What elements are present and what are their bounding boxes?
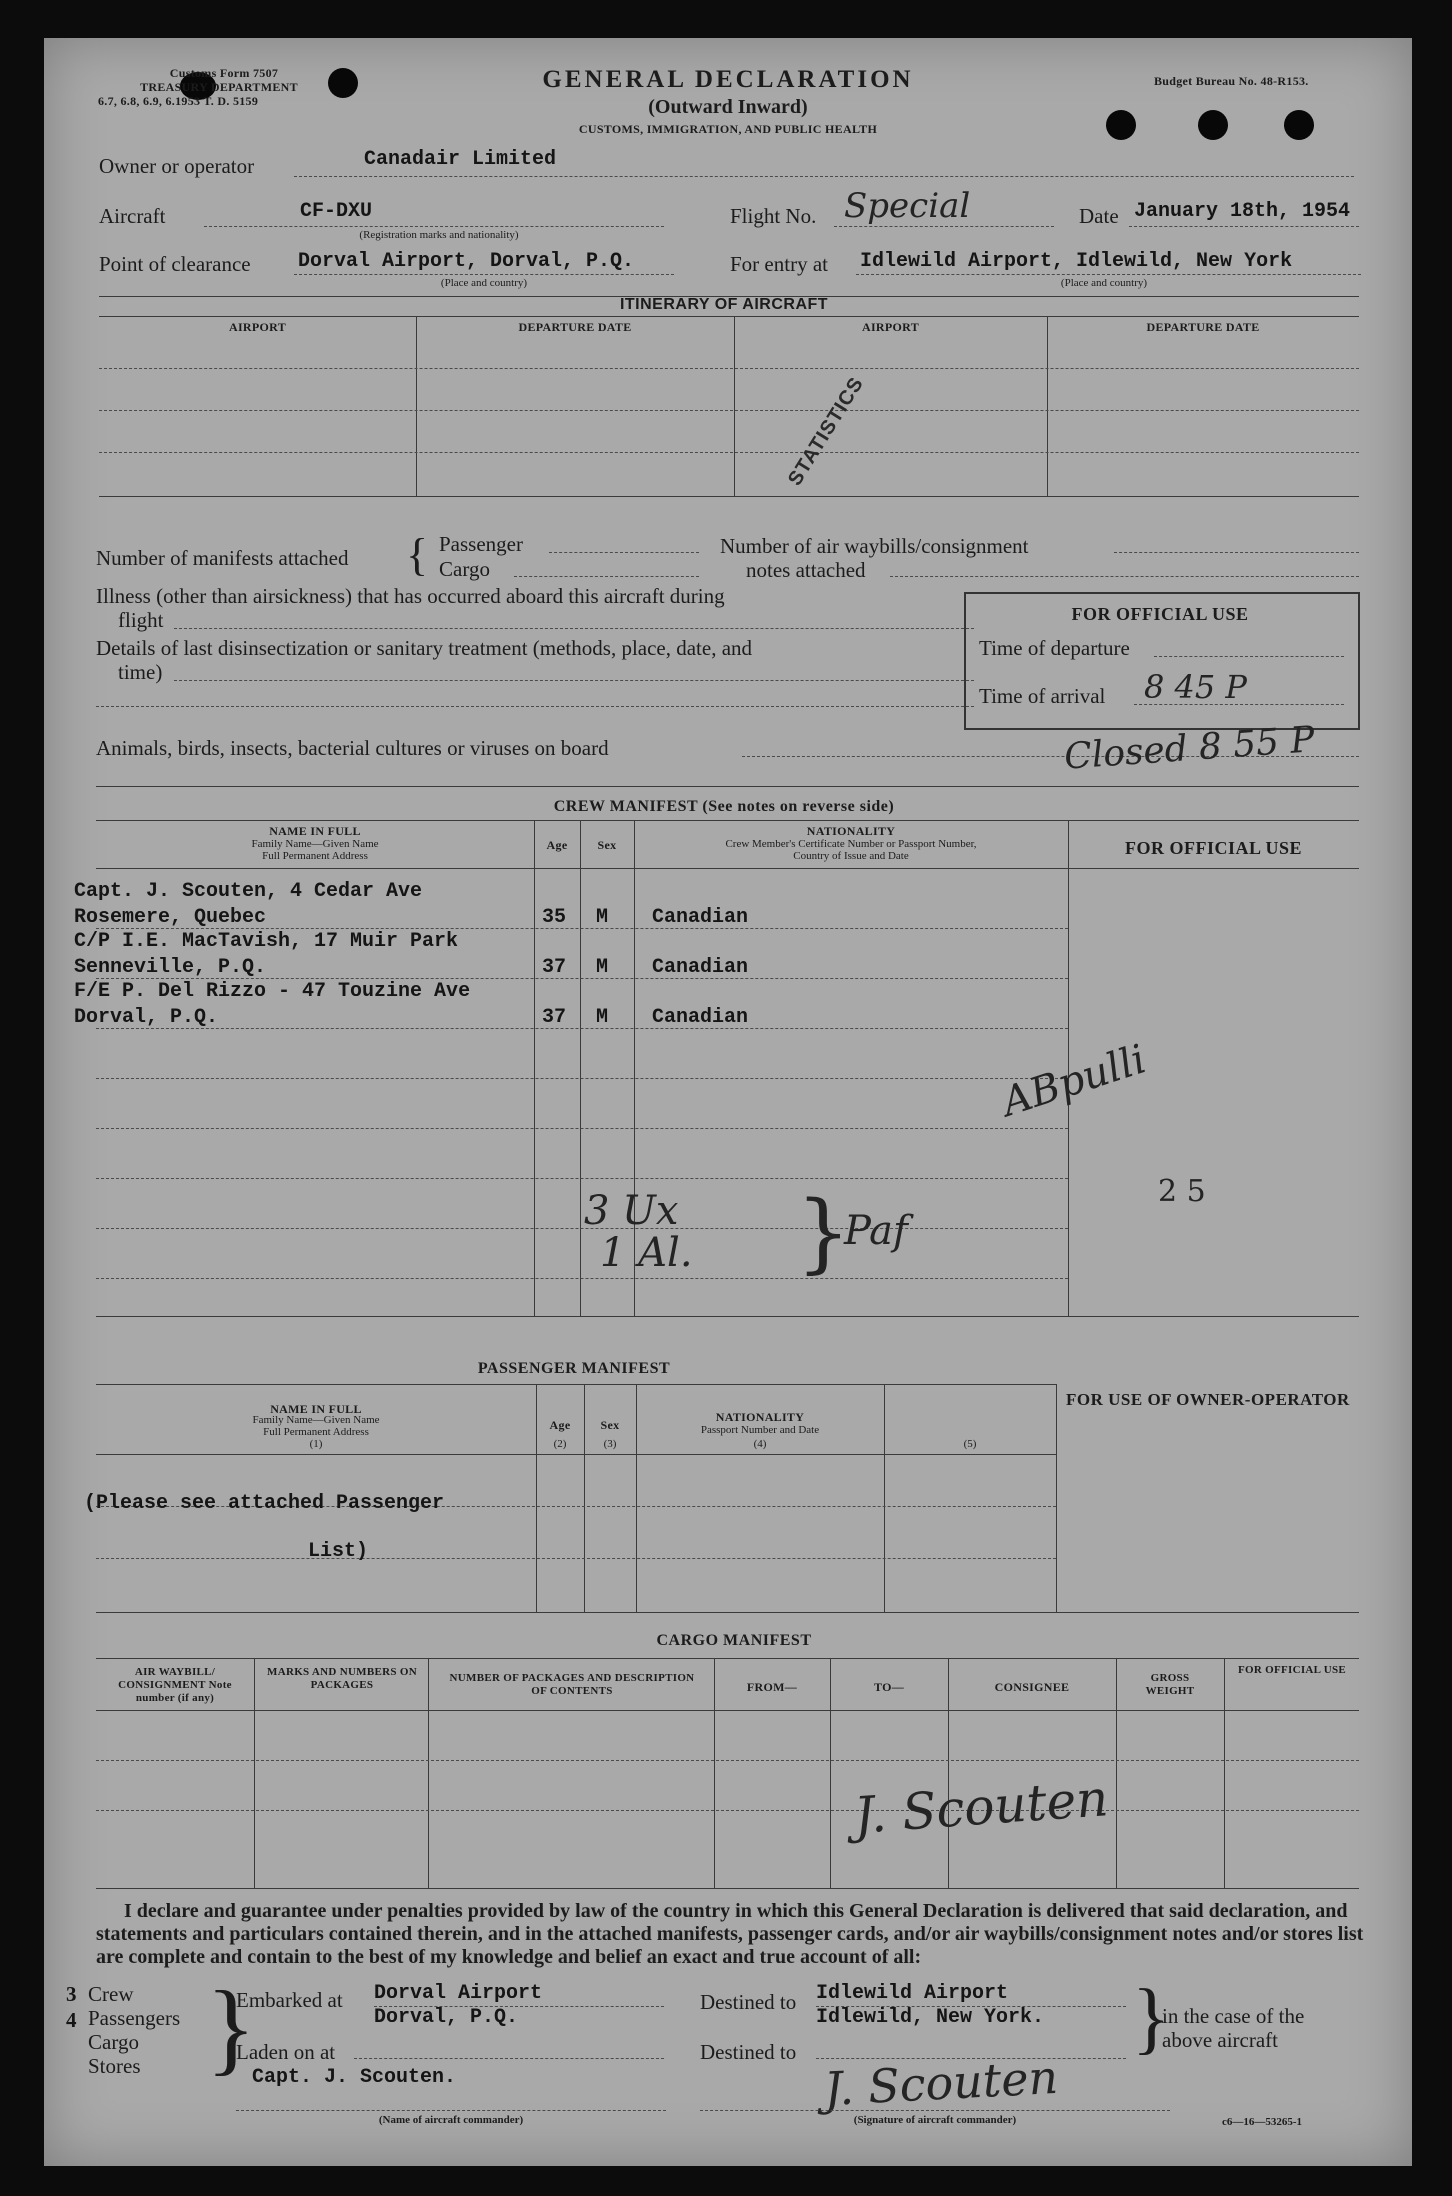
form-number: Customs Form 7507 — [169, 66, 279, 80]
itinerary-title: ITINERARY OF AIRCRAFT — [619, 296, 829, 313]
passenger-col-nationality-sub: Passport Number and Date — [700, 1424, 820, 1436]
manifests-cargo: Cargo — [439, 557, 490, 581]
embarked-value-2: Dorval, P.Q. — [374, 2006, 519, 2029]
passenger-title: PASSENGER MANIFEST — [477, 1360, 671, 1377]
crew-title: CREW MANIFEST (See notes on reverse side) — [553, 798, 895, 815]
cargo-title: CARGO MANIFEST — [656, 1632, 812, 1649]
passenger-col-owner: FOR USE OF OWNER-OPERATOR — [1066, 1390, 1350, 1409]
arrival-value: 8 45 P — [1144, 668, 1247, 706]
passenger-col-name: NAME IN FULL — [270, 1402, 362, 1416]
crew-col-official: FOR OFFICIAL USE — [1124, 838, 1303, 858]
official-use-title: FOR OFFICIAL USE — [1071, 604, 1249, 624]
manifests-passenger: Passenger — [439, 532, 523, 556]
crew-col-nationality-sub: Crew Member's Certificate Number or Passport Number, — [725, 838, 977, 850]
crew-row-3-line-1: F/E P. Del Rizzo - 47 Touzine Ave — [74, 980, 471, 1003]
embarked-value-1: Dorval Airport — [374, 1982, 543, 2005]
crew-row-1-line-1: Capt. J. Scouten, 4 Cedar Ave — [74, 880, 423, 903]
declaration-text: I declare and guarantee under penalties provided by law of the country in which this General Declaration is delivered that said declaration, and statements and particulars contained therein, and in the attached manifests, passenger cards, and/or air waybills/consignment notes and/or stores list are complete and contain to the best of my knowledge and belief an exact and true account of all: — [96, 1900, 1364, 1968]
crew-row-2-line-1: C/P I.E. MacTavish, 17 Muir Park — [74, 930, 459, 953]
punch-hole — [328, 68, 358, 98]
crew-row-2-line-2: Senneville, P.Q. — [74, 956, 267, 979]
crew-row-2-nationality: Canadian — [652, 956, 749, 979]
form-title: GENERAL DECLARATION — [542, 66, 914, 93]
crew-col-nationality-country: Country of Issue and Date — [793, 850, 909, 862]
manifests-label: Number of manifests attached — [96, 546, 349, 570]
punch-hole — [1198, 110, 1228, 140]
form-subtitle: (Outward Inward) — [648, 96, 808, 118]
crew-initials: ABpulli — [996, 1036, 1152, 1126]
punch-hole — [1284, 110, 1314, 140]
disinsect-line-1: Details of last disinsectization or sanitary treatment (methods, place, date, and — [96, 636, 753, 660]
declaration-item-crew: Crew — [88, 1982, 134, 2006]
declaration-sheet — [44, 38, 1412, 2166]
aircraft-label: Aircraft — [99, 204, 166, 228]
entry-caption: (Place and country) — [1060, 277, 1148, 289]
departure-label: Time of departure — [979, 636, 1130, 660]
budget-bureau: Budget Bureau No. 48-R153. — [1154, 74, 1309, 88]
in-case-line-2: above aircraft — [1162, 2028, 1279, 2052]
crew-row-1-age: 35 — [542, 906, 567, 929]
crew-col-name-address: Full Permanent Address — [262, 850, 368, 862]
passenger-count-value: 4 — [66, 2008, 77, 2032]
cargo-col-to: TO— — [873, 1680, 905, 1694]
crew-count-value: 3 — [66, 1982, 77, 2006]
aircraft-value: CF-DXU — [300, 200, 373, 223]
animals-label: Animals, birds, insects, bacterial cultures or viruses on board — [96, 736, 609, 760]
illness-line-1: Illness (other than airsickness) that has occurred aboard this aircraft during — [96, 584, 725, 608]
entry-label: For entry at — [730, 252, 828, 276]
crew-col-name: NAME IN FULL — [269, 824, 361, 838]
cargo-col-marks: MARKS AND NUMBERS ON PACKAGES — [267, 1666, 417, 1691]
print-code: c6—16—53265-1 — [1222, 2116, 1303, 2128]
passenger-col-name-address: Full Permanent Address — [263, 1426, 369, 1438]
passenger-note-line-2: List) — [308, 1540, 369, 1563]
in-case-line-1: in the case of the — [1162, 2004, 1305, 2028]
destined-value-2: Idlewild, New York. — [816, 2006, 1045, 2029]
crew-note-brace: } — [796, 1183, 851, 1283]
cargo-col-waybill: AIR WAYBILL/ CONSIGNMENT Note number (if any) — [118, 1666, 232, 1704]
passenger-col-name-num: (1) — [309, 1438, 323, 1450]
crew-note-2: 1 Al. — [600, 1230, 693, 1276]
passenger-note-line-1: (Please see attached Passenger — [84, 1492, 445, 1515]
passenger-col-nationality: NATIONALITY — [715, 1410, 805, 1424]
itinerary-col-date-1: DEPARTURE DATE — [518, 320, 632, 334]
regulation-numbers: 6.7, 6.8, 6.9, 6.1953 T. D. 5159 — [98, 94, 259, 108]
date-label: Date — [1079, 204, 1119, 228]
crew-note-1: 3 Ux — [584, 1188, 679, 1234]
manifests-brace: { — [406, 529, 429, 580]
cargo-col-from: FROM— — [746, 1680, 798, 1694]
passenger-col-nationality-num: (4) — [753, 1438, 767, 1450]
passenger-col-sex: Sex — [600, 1418, 620, 1432]
illness-line-2: flight — [118, 608, 164, 632]
declaration-item-stores: Stores — [88, 2054, 141, 2078]
destined-label-1: Destined to — [700, 1990, 797, 2014]
crew-col-name-sub: Family Name—Given Name — [251, 838, 379, 850]
passenger-col-age-num: (2) — [553, 1438, 567, 1450]
signature-caption: (Signature of aircraft commander) — [853, 2114, 1017, 2126]
flight-label: Flight No. — [730, 204, 817, 228]
crew-row-3-sex: M — [596, 1006, 609, 1029]
crew-note-3: Paf — [844, 1208, 908, 1254]
declaration-item-cargo: Cargo — [88, 2030, 139, 2054]
crew-row-3-age: 37 — [542, 1006, 567, 1029]
crew-col-age: Age — [546, 838, 568, 852]
crew-row-3-nationality: Canadian — [652, 1006, 749, 1029]
laden-label: Laden on at — [236, 2040, 336, 2064]
clearance-value: Dorval Airport, Dorval, P.Q. — [298, 250, 635, 273]
cargo-col-weight: GROSS WEIGHT — [1145, 1672, 1195, 1697]
crew-count: 2 5 — [1158, 1174, 1206, 1209]
crew-row-2-sex: M — [596, 956, 609, 979]
treasury-department: TREASURY DEPARTMENT — [140, 80, 298, 94]
crew-row-3-line-2: Dorval, P.Q. — [74, 1006, 219, 1029]
disinsect-line-2: time) — [118, 660, 163, 684]
destined-value-1: Idlewild Airport — [816, 1982, 1009, 2005]
declaration-item-passengers: Passengers — [88, 2006, 181, 2030]
crew-row-1-nationality: Canadian — [652, 906, 749, 929]
crew-col-nationality: NATIONALITY — [806, 824, 896, 838]
embarked-label: Embarked at — [236, 1988, 343, 2012]
itinerary-col-date-2: DEPARTURE DATE — [1146, 320, 1260, 334]
cargo-col-packages: NUMBER OF PACKAGES AND DESCRIPTION OF CONTENTS — [449, 1672, 695, 1697]
crew-row-1-sex: M — [596, 906, 609, 929]
owner-value: Canadair Limited — [364, 148, 557, 171]
cargo-signature: J. Scouten — [852, 1769, 1111, 1845]
destined-brace: } — [1132, 1974, 1171, 2062]
owner-label: Owner or operator — [99, 154, 255, 178]
commander-signature: J. Scouten — [822, 2049, 1060, 2117]
statistics-stamp: STATISTICS — [784, 373, 869, 490]
cargo-col-official: FOR OFFICIAL USE — [1237, 1664, 1347, 1676]
passenger-col-name-sub: Family Name—Given Name — [252, 1414, 380, 1426]
commander-caption: (Name of aircraft commander) — [378, 2114, 524, 2126]
itinerary-col-airport-2: AIRPORT — [861, 320, 919, 334]
destined-label-2: Destined to — [700, 2040, 797, 2064]
crew-row-1-line-2: Rosemere, Quebec — [74, 906, 267, 929]
closed-note: Closed 8 55 P — [1062, 719, 1316, 778]
punch-hole — [1106, 110, 1136, 140]
declaration-brace: } — [206, 1970, 256, 2085]
flight-value: Special — [844, 186, 971, 226]
crew-col-sex: Sex — [597, 838, 617, 852]
cargo-col-consignee: CONSIGNEE — [994, 1680, 1070, 1694]
laden-value: Capt. J. Scouten. — [252, 2066, 457, 2089]
clearance-caption: (Place and country) — [440, 277, 528, 289]
entry-value: Idlewild Airport, Idlewild, New York — [860, 250, 1293, 273]
waybills-line-1: Number of air waybills/consignment — [720, 534, 1029, 558]
date-value: January 18th, 1954 — [1134, 200, 1351, 223]
passenger-col-sex-num: (3) — [603, 1438, 617, 1450]
passenger-col-5: (5) — [963, 1438, 977, 1450]
crew-row-2-age: 37 — [542, 956, 567, 979]
passenger-col-age: Age — [549, 1418, 571, 1432]
waybills-line-2: notes attached — [746, 558, 866, 582]
aircraft-caption: (Registration marks and nationality) — [359, 229, 519, 241]
form-services: CUSTOMS, IMMIGRATION, AND PUBLIC HEALTH — [578, 122, 878, 136]
arrival-label: Time of arrival — [979, 684, 1106, 708]
clearance-label: Point of clearance — [99, 252, 251, 276]
itinerary-col-airport-1: AIRPORT — [228, 320, 286, 334]
